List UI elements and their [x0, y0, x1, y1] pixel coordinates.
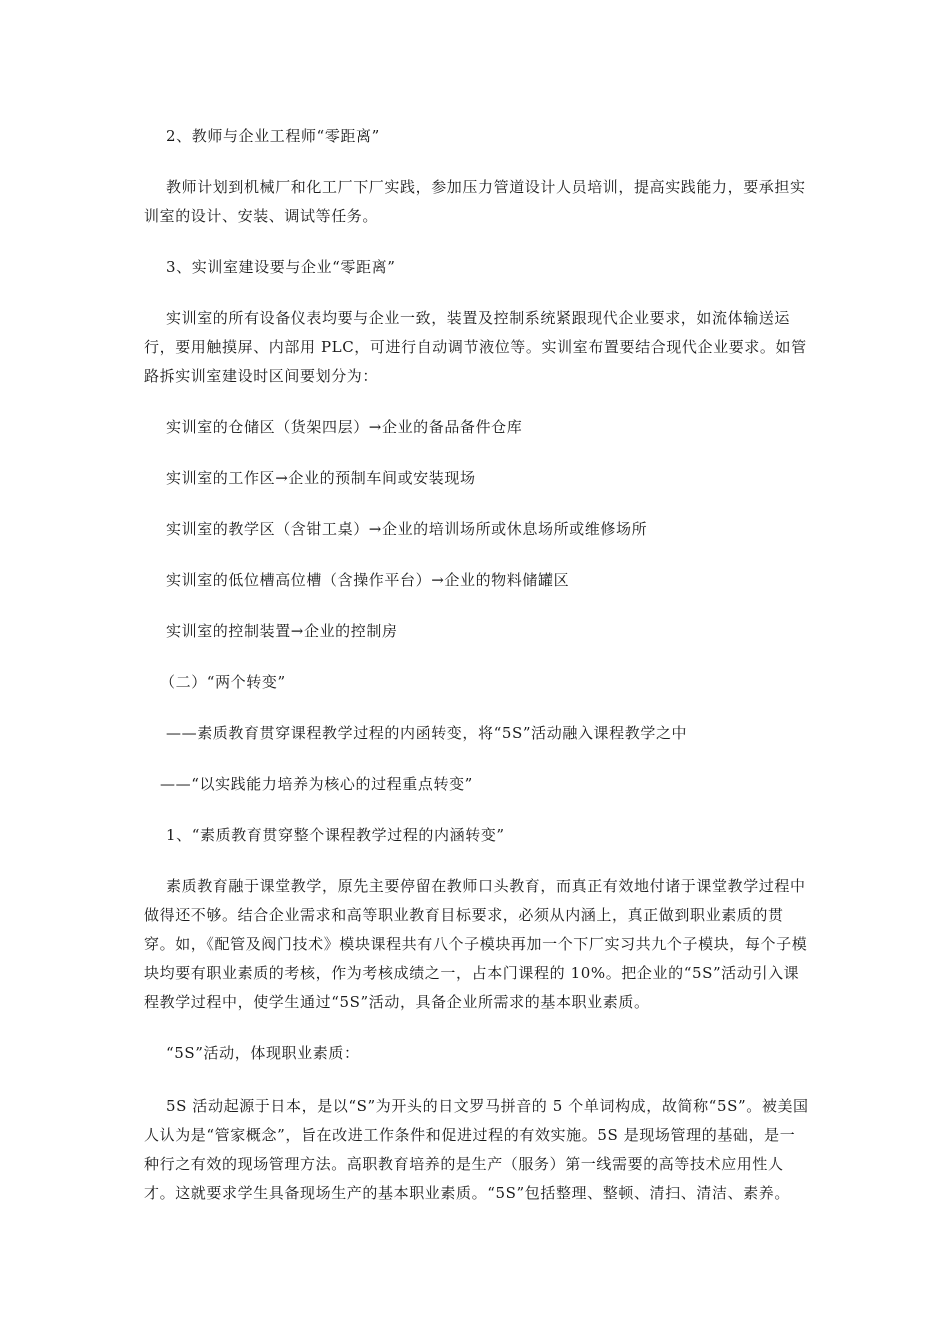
- paragraph-5s-heading: “5S”活动，体现职业素质：: [166, 1044, 360, 1062]
- section-heading-teacher-engineer: 2、教师与企业工程师“零距离”: [166, 127, 380, 145]
- paragraph-quality-education: 素质教育融于课堂教学，原先主要停留在教师口头教育，而真正有效地付诸于课堂教学过程中做得还不够。结合企业需求和高等职业教育目标要求，必须从内涵上，真正做到职业素质的贯穿。如，《配管及阀门技术》模块课程共有八个子模块再加一个下厂实习共九个子模块，每个子模块均要有职业素质的考核，作为考核成绩之一，占本门课程的 10%。把企业的“5S”活动引入课程教学过程中，使学生通过“5S”活动，具备企业所需求的基本职业素质。: [144, 877, 808, 1011]
- list-item-control-area: 实训室的控制装置→企业的控制房: [166, 622, 398, 640]
- dash-item-practice-ability: ——“以实践能力培养为核心的过程重点转变”: [160, 775, 473, 793]
- list-item-storage-area: 实训室的仓储区（货架四层）→企业的备品备件仓库: [166, 418, 523, 436]
- paragraph-5s-origin: 5S 活动起源于日本，是以“S”为开头的日文罗马拼音的 5 个单词构成，故简称“5S”。被美国人认为是“管家概念”，旨在改进工作条件和促进过程的有效实施。5S 是现场管理的基础，是一种行之有效的现场管理方法。高职教育培养的是生产（服务）第一线需要的高等技术应用性人才。这就要求学生具备现场生产的基本职业素质。“5S”包括整理、整顿、清扫、清洁、素养。: [144, 1097, 809, 1202]
- paragraph-lab-equipment: 实训室的所有设备仪表均要与企业一致，装置及控制系统紧跟现代企业要求，如流体输送运行，要用触摸屏、内部用 PLC，可进行自动调节液位等。实训室布置要结合现代企业要求。如管路拆实训室建设时区间要划分为：: [144, 309, 807, 385]
- document-body: [144, 122, 810, 1208]
- list-item-teaching-area: 实训室的教学区（含钳工桌）→企业的培训场所或休息场所或维修场所: [166, 520, 648, 538]
- list-item-work-area: 实训室的工作区→企业的预制车间或安装现场: [166, 469, 476, 487]
- section-heading-two-transformations: （二）“两个转变”: [160, 673, 286, 691]
- dash-item-quality-education: ——素质教育贯穿课程教学过程的内函转变，将“5S”活动融入课程教学之中: [166, 724, 688, 742]
- paragraph-teacher-practice: 教师计划到机械厂和化工厂下厂实践，参加压力管道设计人员培训，提高实践能力，要承担实训室的设计、安装、调试等任务。: [144, 178, 806, 225]
- section-heading-quality-through-course: 1、“素质教育贯穿整个课程教学过程的内涵转变”: [166, 826, 505, 844]
- section-heading-lab-construction: 3、实训室建设要与企业“零距离”: [166, 258, 396, 276]
- list-item-tank-area: 实训室的低位槽高位槽（含操作平台）→企业的物料储罐区: [166, 571, 570, 589]
